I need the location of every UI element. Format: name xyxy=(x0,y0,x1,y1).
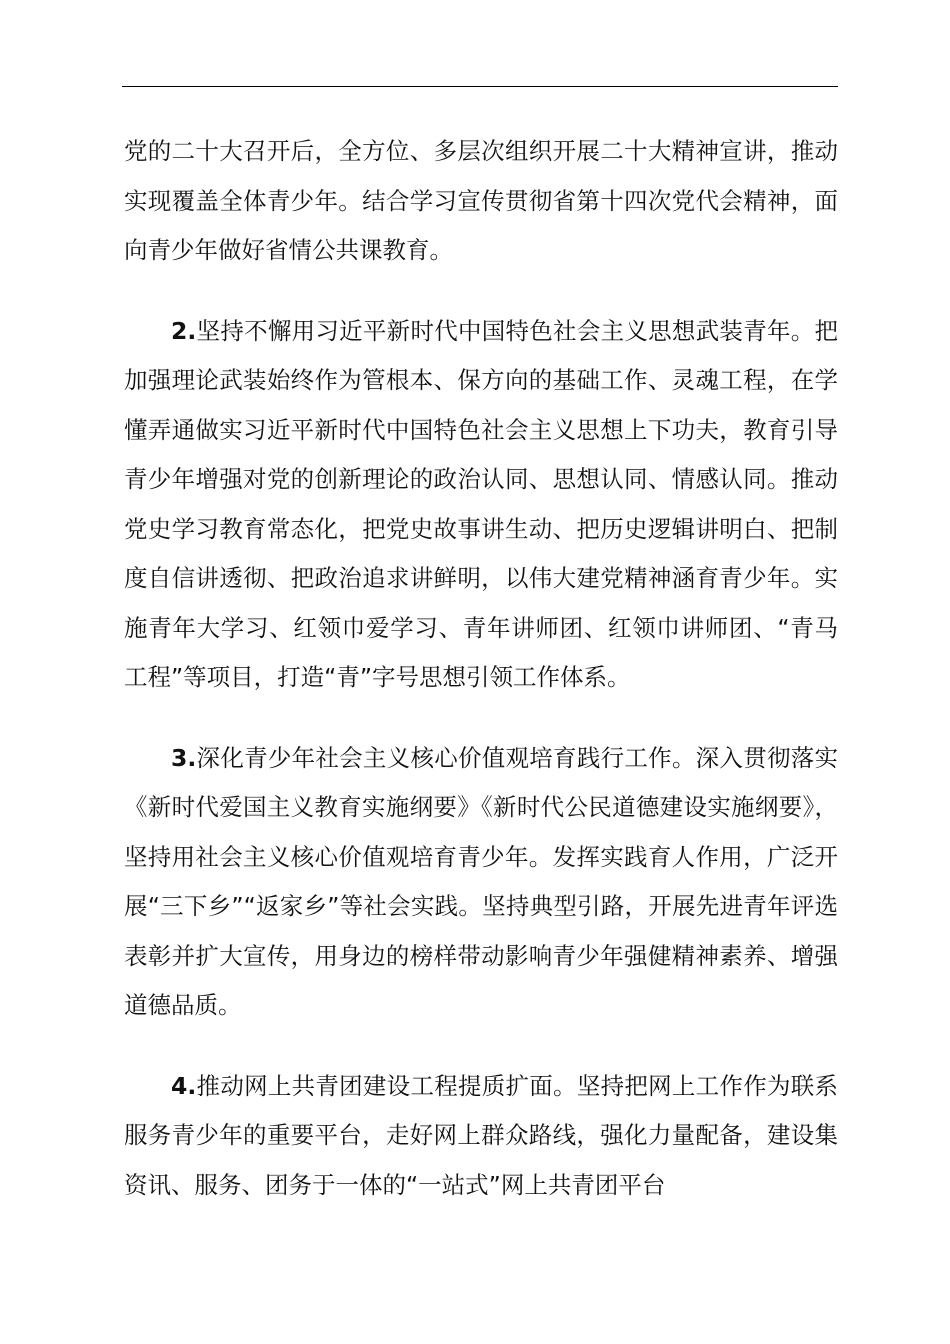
paragraph-3-text: 深化青少年社会主义核心价值观培育践行工作。深入贯彻落实《新时代爱国主义教育实施纲要》《新时代公民道德建设实施纲要》，坚持用社会主义核心价值观培育青少年。发挥实践育人作用，广泛开展“三下乡”“返家乡”等社会实践。坚持典型引路，开展先进青年评选表彰并扩大宣传，用身边的榜样带动影响青少年强健精神素养、增强道德品质。 xyxy=(124,743,838,1019)
paragraph-4-number: 4. xyxy=(171,1071,197,1100)
paragraph-3-number: 3. xyxy=(171,743,197,772)
paragraph-3 xyxy=(124,734,838,1031)
paragraph-4-text: 推动网上共青团建设工程提质扩面。坚持把网上工作作为联系服务青少年的重要平台，走好网上群众路线，强化力量配备，建设集资讯、服务、团务于一体的“一站式”网上共青团平台 xyxy=(124,1071,838,1199)
document-body xyxy=(124,127,838,1241)
paragraph-2-text: 坚持不懈用习近平新时代中国特色社会主义思想武装青年。把加强理论武装始终作为管根本、保方向的基础工作、灵魂工程，在学懂弄通做实习近平新时代中国特色社会主义思想上下功夫，教育引导青少年增强对党的创新理论的政治认同、思想认同、情感认同。推动党史学习教育常态化，把党史故事讲生动、把历史逻辑讲明白、把制度自信讲透彻、把政治追求讲鲜明，以伟大建党精神涵育青少年。实施青年大学习、红领巾爱学习、青年讲师团、红领巾讲师团、“青马工程”等项目，打造“青”字号思想引领工作体系。 xyxy=(124,316,838,691)
paragraph-4 xyxy=(124,1062,838,1211)
header-rule xyxy=(122,86,838,87)
paragraph-2-number: 2. xyxy=(171,316,197,345)
paragraph-1-text: 党的二十大召开后，全方位、多层次组织开展二十大精神宣讲，推动实现覆盖全体青少年。结合学习宣传贯彻省第十四次党代会精神，面向青少年做好省情公共课教育。 xyxy=(124,137,838,264)
paragraph-1 xyxy=(124,127,838,276)
paragraph-2 xyxy=(124,307,838,703)
